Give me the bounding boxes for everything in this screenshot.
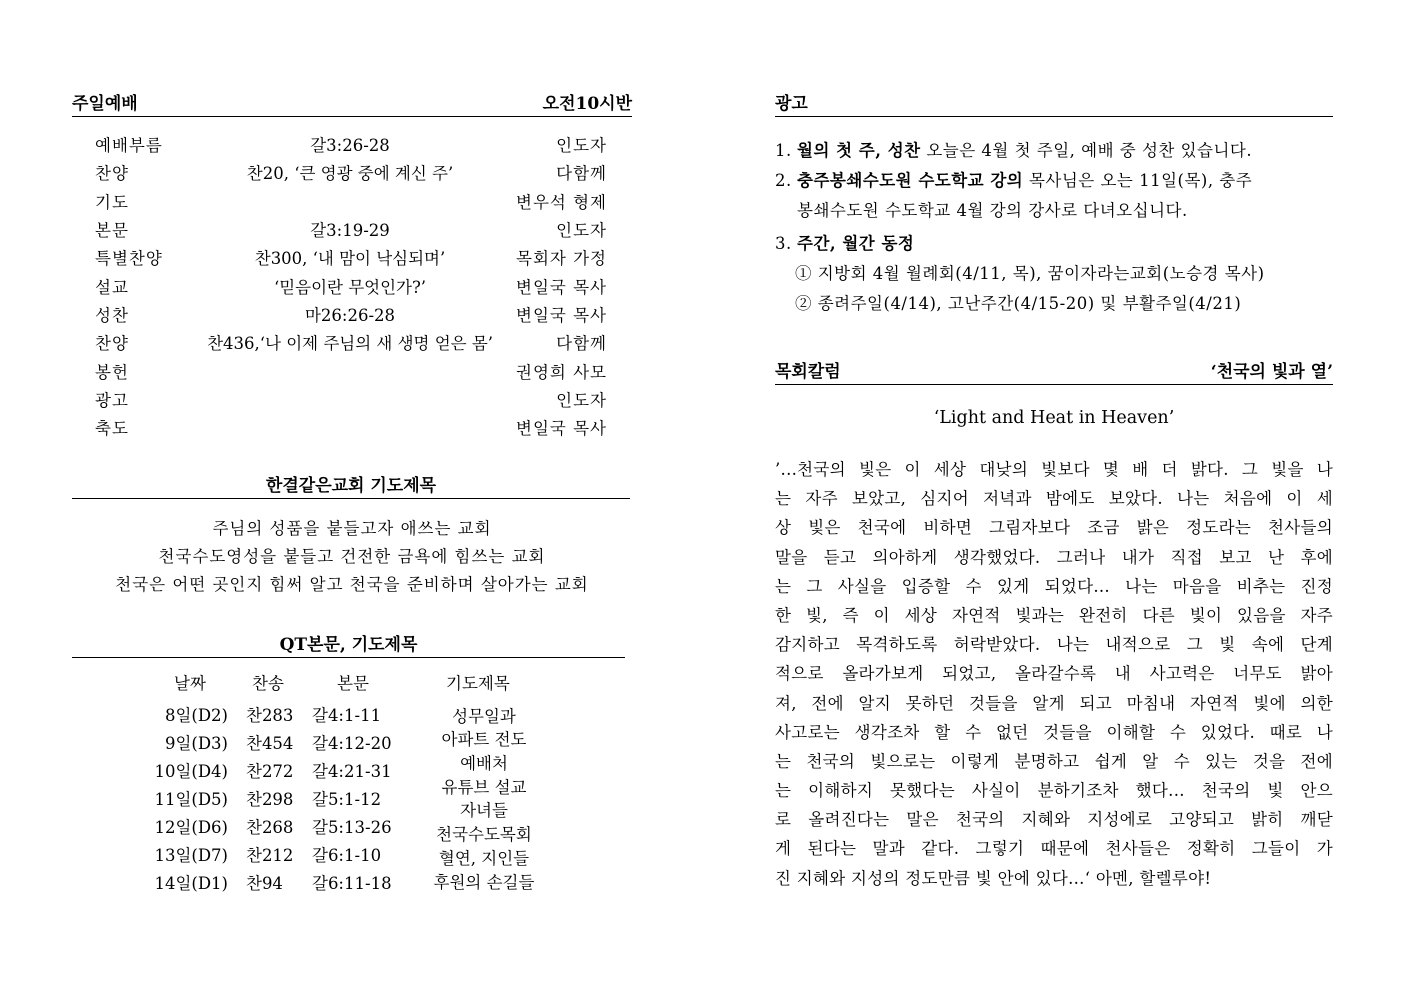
- qt-date: 8일(D2): [164, 706, 228, 725]
- worship-item-leader: 변일국 목사: [516, 305, 607, 325]
- worship-item: [95, 300, 607, 328]
- worship-item: [95, 130, 607, 158]
- column-text-line: 한 빛, 즉 이 세상 자연적 빛과는 완전히 다른 빛이 있음을 자주: [775, 605, 1333, 625]
- worship-item-role: 기도: [95, 192, 129, 212]
- announcements-header: [775, 94, 1333, 117]
- worship-item: [95, 243, 607, 271]
- qt-prayer: 성무일과: [452, 707, 516, 726]
- qt-date: 11일(D5): [154, 790, 228, 809]
- prayer-topics-title: 한결같은교회 기도제목: [265, 476, 437, 496]
- announcement-number: 2.: [775, 171, 792, 190]
- worship-item-role: 봉헌: [95, 362, 129, 382]
- column-text-line: 로 올려진다는 말은 천국의 지혜와 지성에로 고양되고 밝히 깨닫: [775, 810, 1333, 830]
- worship-order-list: [95, 130, 607, 441]
- qt-prayer: 아파트 전도: [441, 730, 527, 749]
- announcement-item: [775, 136, 1333, 166]
- worship-item-leader: 권영희 사모: [516, 362, 607, 382]
- announcement-number: 3.: [775, 234, 792, 253]
- worship-item: [95, 356, 607, 384]
- announcements-list: [775, 136, 1333, 319]
- worship-item-leader: 인도자: [556, 390, 607, 410]
- qt-text: 갈4:1-11: [312, 706, 382, 725]
- worship-item-leader: 목회자 가정: [516, 249, 607, 269]
- qt-hymn: 찬94: [246, 874, 283, 893]
- column-title: 목회칼럼: [775, 362, 841, 382]
- worship-item-role: 축도: [95, 419, 129, 439]
- qt-table: [0, 670, 700, 910]
- column-text-line: 상 빛은 천국에 비하면 그림자보다 조금 밝은 정도라는 천사들의: [775, 518, 1333, 538]
- worship-item-role: 성찬: [95, 305, 129, 325]
- qt-header: [72, 635, 625, 658]
- announcement-item: [775, 166, 1333, 196]
- qt-text: 갈4:12-20: [312, 734, 392, 753]
- qt-hymn: 찬212: [246, 846, 294, 865]
- column-text-line: 져, 전에 알지 못하던 것들을 알게 되고 마침내 자연적 빛에 의한: [775, 693, 1333, 713]
- qt-prayer: 유튜브 설교: [441, 778, 527, 797]
- qt-header-date: 날짜: [174, 674, 206, 693]
- worship-title: 주일예배: [72, 94, 138, 114]
- column-text-line: 진 지혜와 지성의 정도만큼 빛 안에 있다...‘ 아멘, 할렐루야!: [775, 868, 1212, 888]
- worship-item: [95, 413, 607, 441]
- qt-hymn: 찬283: [246, 706, 294, 725]
- qt-header-text: 본문: [337, 674, 369, 693]
- qt-header-hymn: 찬송: [252, 674, 284, 693]
- worship-item-text: ‘믿음이란 무엇인가?’: [273, 277, 427, 297]
- qt-hymn: 찬298: [246, 790, 294, 809]
- qt-text: 갈6:11-18: [312, 874, 392, 893]
- qt-date: 10일(D4): [154, 762, 228, 781]
- qt-title: QT본문, 기도제목: [279, 635, 418, 655]
- worship-item-text: 갈3:26-28: [310, 136, 390, 156]
- qt-prayer: 예배처: [460, 754, 508, 773]
- column-text-line: 는 천국의 빛으로는 이렇게 분명하고 쉽게 알 수 있는 것을 전에: [775, 751, 1333, 771]
- worship-item: [95, 215, 607, 243]
- announcement-text: 목사님은 오는 11일(목), 충주: [1023, 171, 1253, 190]
- worship-item: [95, 271, 607, 299]
- column-body: [775, 455, 1333, 893]
- announcement-text: 오늘은 4월 첫 주일, 예배 중 성찬 있습니다.: [920, 141, 1253, 160]
- prayer-topic-line: 천국수도영성을 붙들고 건전한 금욕에 힘쓰는 교회: [158, 547, 546, 566]
- qt-date: 9일(D3): [164, 734, 228, 753]
- qt-text: 갈4:21-31: [312, 762, 392, 781]
- worship-item-role: 특별찬양: [95, 249, 163, 269]
- worship-item-leader: 다함께: [556, 164, 607, 184]
- worship-item: [95, 187, 607, 215]
- worship-item-role: 찬양: [95, 334, 129, 354]
- qt-prayer: 자녀들: [460, 801, 508, 820]
- announcement-sub-item: ② 종려주일(4/14), 고난주간(4/15-20) 및 부활주일(4/21): [795, 294, 1242, 313]
- qt-text: 갈5:1-12: [312, 790, 382, 809]
- column-text-line: 적으로 올라가보게 되었고, 올라갈수록 내 사고력은 너무도 밝아: [775, 664, 1333, 684]
- announcement-heading: 월의 첫 주, 성찬: [797, 141, 921, 160]
- worship-item-text: 마26:26-28: [304, 305, 396, 325]
- qt-prayer: 후원의 손길들: [433, 873, 535, 892]
- column-text-line: 말을 듣고 의아하게 생각했었다. 그러나 내가 직접 보고 난 후에: [775, 547, 1333, 567]
- qt-hymn: 찬268: [246, 818, 294, 837]
- qt-date: 13일(D7): [154, 846, 228, 865]
- worship-item-text: 갈3:19-29: [310, 221, 390, 241]
- worship-item: [95, 328, 607, 356]
- announcement-sub-item: ① 지방회 4월 월례회(4/11, 목), 꿈이자라는교회(노승경 목사): [795, 264, 1265, 283]
- worship-item-role: 예배부름: [95, 136, 163, 156]
- prayer-topic-line: 주님의 성품을 붙들고자 애쓰는 교회: [212, 519, 492, 538]
- announcement-text: 봉쇄수도원 수도학교 4월 강의 강사로 다녀오십니다.: [797, 201, 1188, 220]
- announcement-item: [775, 229, 1333, 259]
- qt-date: 14일(D1): [154, 874, 228, 893]
- prayer-topics-header: [72, 476, 630, 499]
- qt-text: 갈5:13-26: [312, 818, 392, 837]
- worship-header: [72, 94, 632, 117]
- qt-text: 갈6:1-10: [312, 846, 382, 865]
- column-text-line: 사고로는 생각조차 할 수 없던 것들을 이해할 수 있었다. 때로 나: [775, 722, 1333, 742]
- announcement-heading: 충주봉쇄수도원 수도학교 강의: [797, 171, 1024, 190]
- worship-item-text: 찬300, ‘내 맘이 낙심되며’: [254, 249, 446, 269]
- worship-item-role: 찬양: [95, 164, 129, 184]
- column-text-line: ’...천국의 빛은 이 세상 대낮의 빛보다 몇 배 더 밝다. 그 빛을 나: [775, 460, 1333, 479]
- worship-item-role: 광고: [95, 390, 129, 410]
- qt-header-prayer: 기도제목: [446, 674, 510, 693]
- worship-item: [95, 385, 607, 413]
- announcement-number: 1.: [775, 141, 792, 160]
- column-header: [775, 362, 1333, 385]
- worship-item-leader: 인도자: [556, 221, 607, 241]
- prayer-topics-list: [72, 515, 632, 599]
- qt-hymn: 찬454: [246, 734, 294, 753]
- column-quote-title: ‘천국의 빛과 열’: [1210, 362, 1333, 382]
- column-text-line: 는 이해하지 못했다는 사실이 분하기조차 했다... 천국의 빛 안으: [775, 781, 1333, 801]
- qt-date: 12일(D6): [154, 818, 228, 837]
- worship-item-role: 본문: [95, 221, 129, 241]
- qt-prayer: 천국수도목회: [436, 825, 532, 844]
- qt-prayer: 혈연, 지인들: [438, 849, 530, 868]
- qt-hymn: 찬272: [246, 762, 294, 781]
- worship-item-leader: 다함께: [556, 334, 607, 354]
- worship-item-text: 찬20, ‘큰 영광 중에 계신 주’: [246, 164, 454, 184]
- worship-item-role: 설교: [95, 277, 129, 297]
- worship-item-leader: 인도자: [556, 136, 607, 156]
- column-subtitle: ‘Light and Heat in Heaven’: [933, 408, 1175, 428]
- worship-item-leader: 변일국 목사: [516, 277, 607, 297]
- worship-time: 오전10시반: [542, 94, 632, 114]
- worship-item-text: 찬436,‘나 이제 주님의 새 생명 얻은 몸’: [207, 334, 493, 354]
- announcement-heading: 주간, 월간 동정: [797, 234, 915, 253]
- column-text-line: 감지하고 목격하도록 허락받았다. 나는 내적으로 그 빛 속에 단계: [775, 635, 1333, 655]
- column-text-line: 는 자주 보았고, 심지어 저녁과 밤에도 보았다. 나는 처음에 이 세: [775, 489, 1333, 509]
- worship-item: [95, 158, 607, 186]
- column-text-line: 는 그 사실을 입증할 수 있게 되었다... 나는 마음을 비추는 진정: [775, 576, 1333, 596]
- worship-item-leader: 변우석 형제: [516, 192, 607, 212]
- column-text-line: 게 된다는 말과 같다. 그렇기 때문에 천사들은 정확히 그들이 가: [775, 839, 1333, 859]
- worship-item-leader: 변일국 목사: [516, 419, 607, 439]
- announcements-title: 광고: [775, 94, 808, 114]
- announcement-continuation: [775, 196, 1333, 226]
- prayer-topic-line: 천국은 어떤 곳인지 힘써 알고 천국을 준비하며 살아가는 교회: [115, 575, 589, 594]
